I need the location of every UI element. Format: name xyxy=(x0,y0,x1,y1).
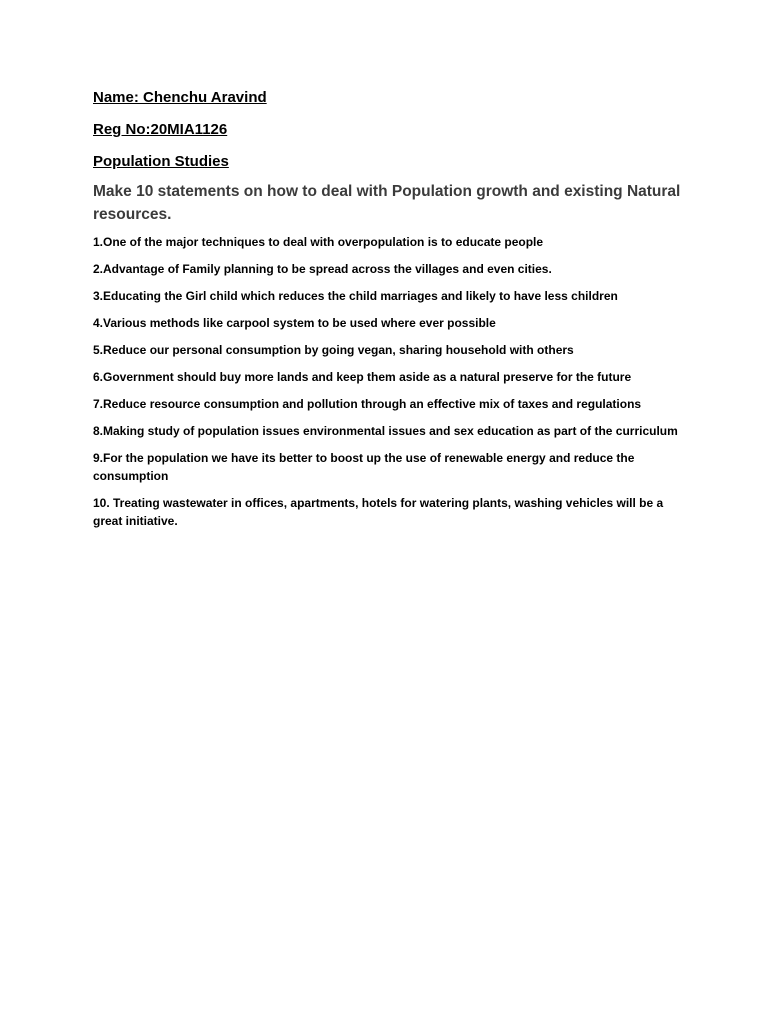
statement-item: 6.Government should buy more lands and keep them aside as a natural preserve for the future xyxy=(93,370,632,384)
statement-item: 9.For the population we have its better to boost up the use of renewable energy and reduce the consumption xyxy=(93,451,635,483)
statement-item: 8.Making study of population issues environmental issues and sex education as part of the curriculum xyxy=(93,424,678,438)
statement-item: 5.Reduce our personal consumption by going vegan, sharing household with others xyxy=(93,343,574,357)
statement-item: 3.Educating the Girl child which reduces the child marriages and likely to have less children xyxy=(93,289,618,303)
assignment-prompt: Make 10 statements on how to deal with Population growth and existing Natural resources. xyxy=(93,183,681,223)
registration-number: Reg No:20MIA1126 xyxy=(93,121,228,138)
statement-item: 1.One of the major techniques to deal with overpopulation is to educate people xyxy=(93,235,544,249)
student-name: Name: Chenchu Aravind xyxy=(93,89,267,106)
document-content xyxy=(93,88,683,539)
subject-title: Population Studies xyxy=(93,153,229,170)
statement-item: 2.Advantage of Family planning to be spread across the villages and even cities. xyxy=(93,262,552,276)
statement-list xyxy=(93,233,683,530)
statement-item: 4.Various methods like carpool system to be used where ever possible xyxy=(93,316,496,330)
statement-item: 7.Reduce resource consumption and pollution through an effective mix of taxes and regulations xyxy=(93,397,642,411)
statement-item: 10. Treating wastewater in offices, apartments, hotels for watering plants, washing vehicles will be a great initiative. xyxy=(93,496,664,528)
